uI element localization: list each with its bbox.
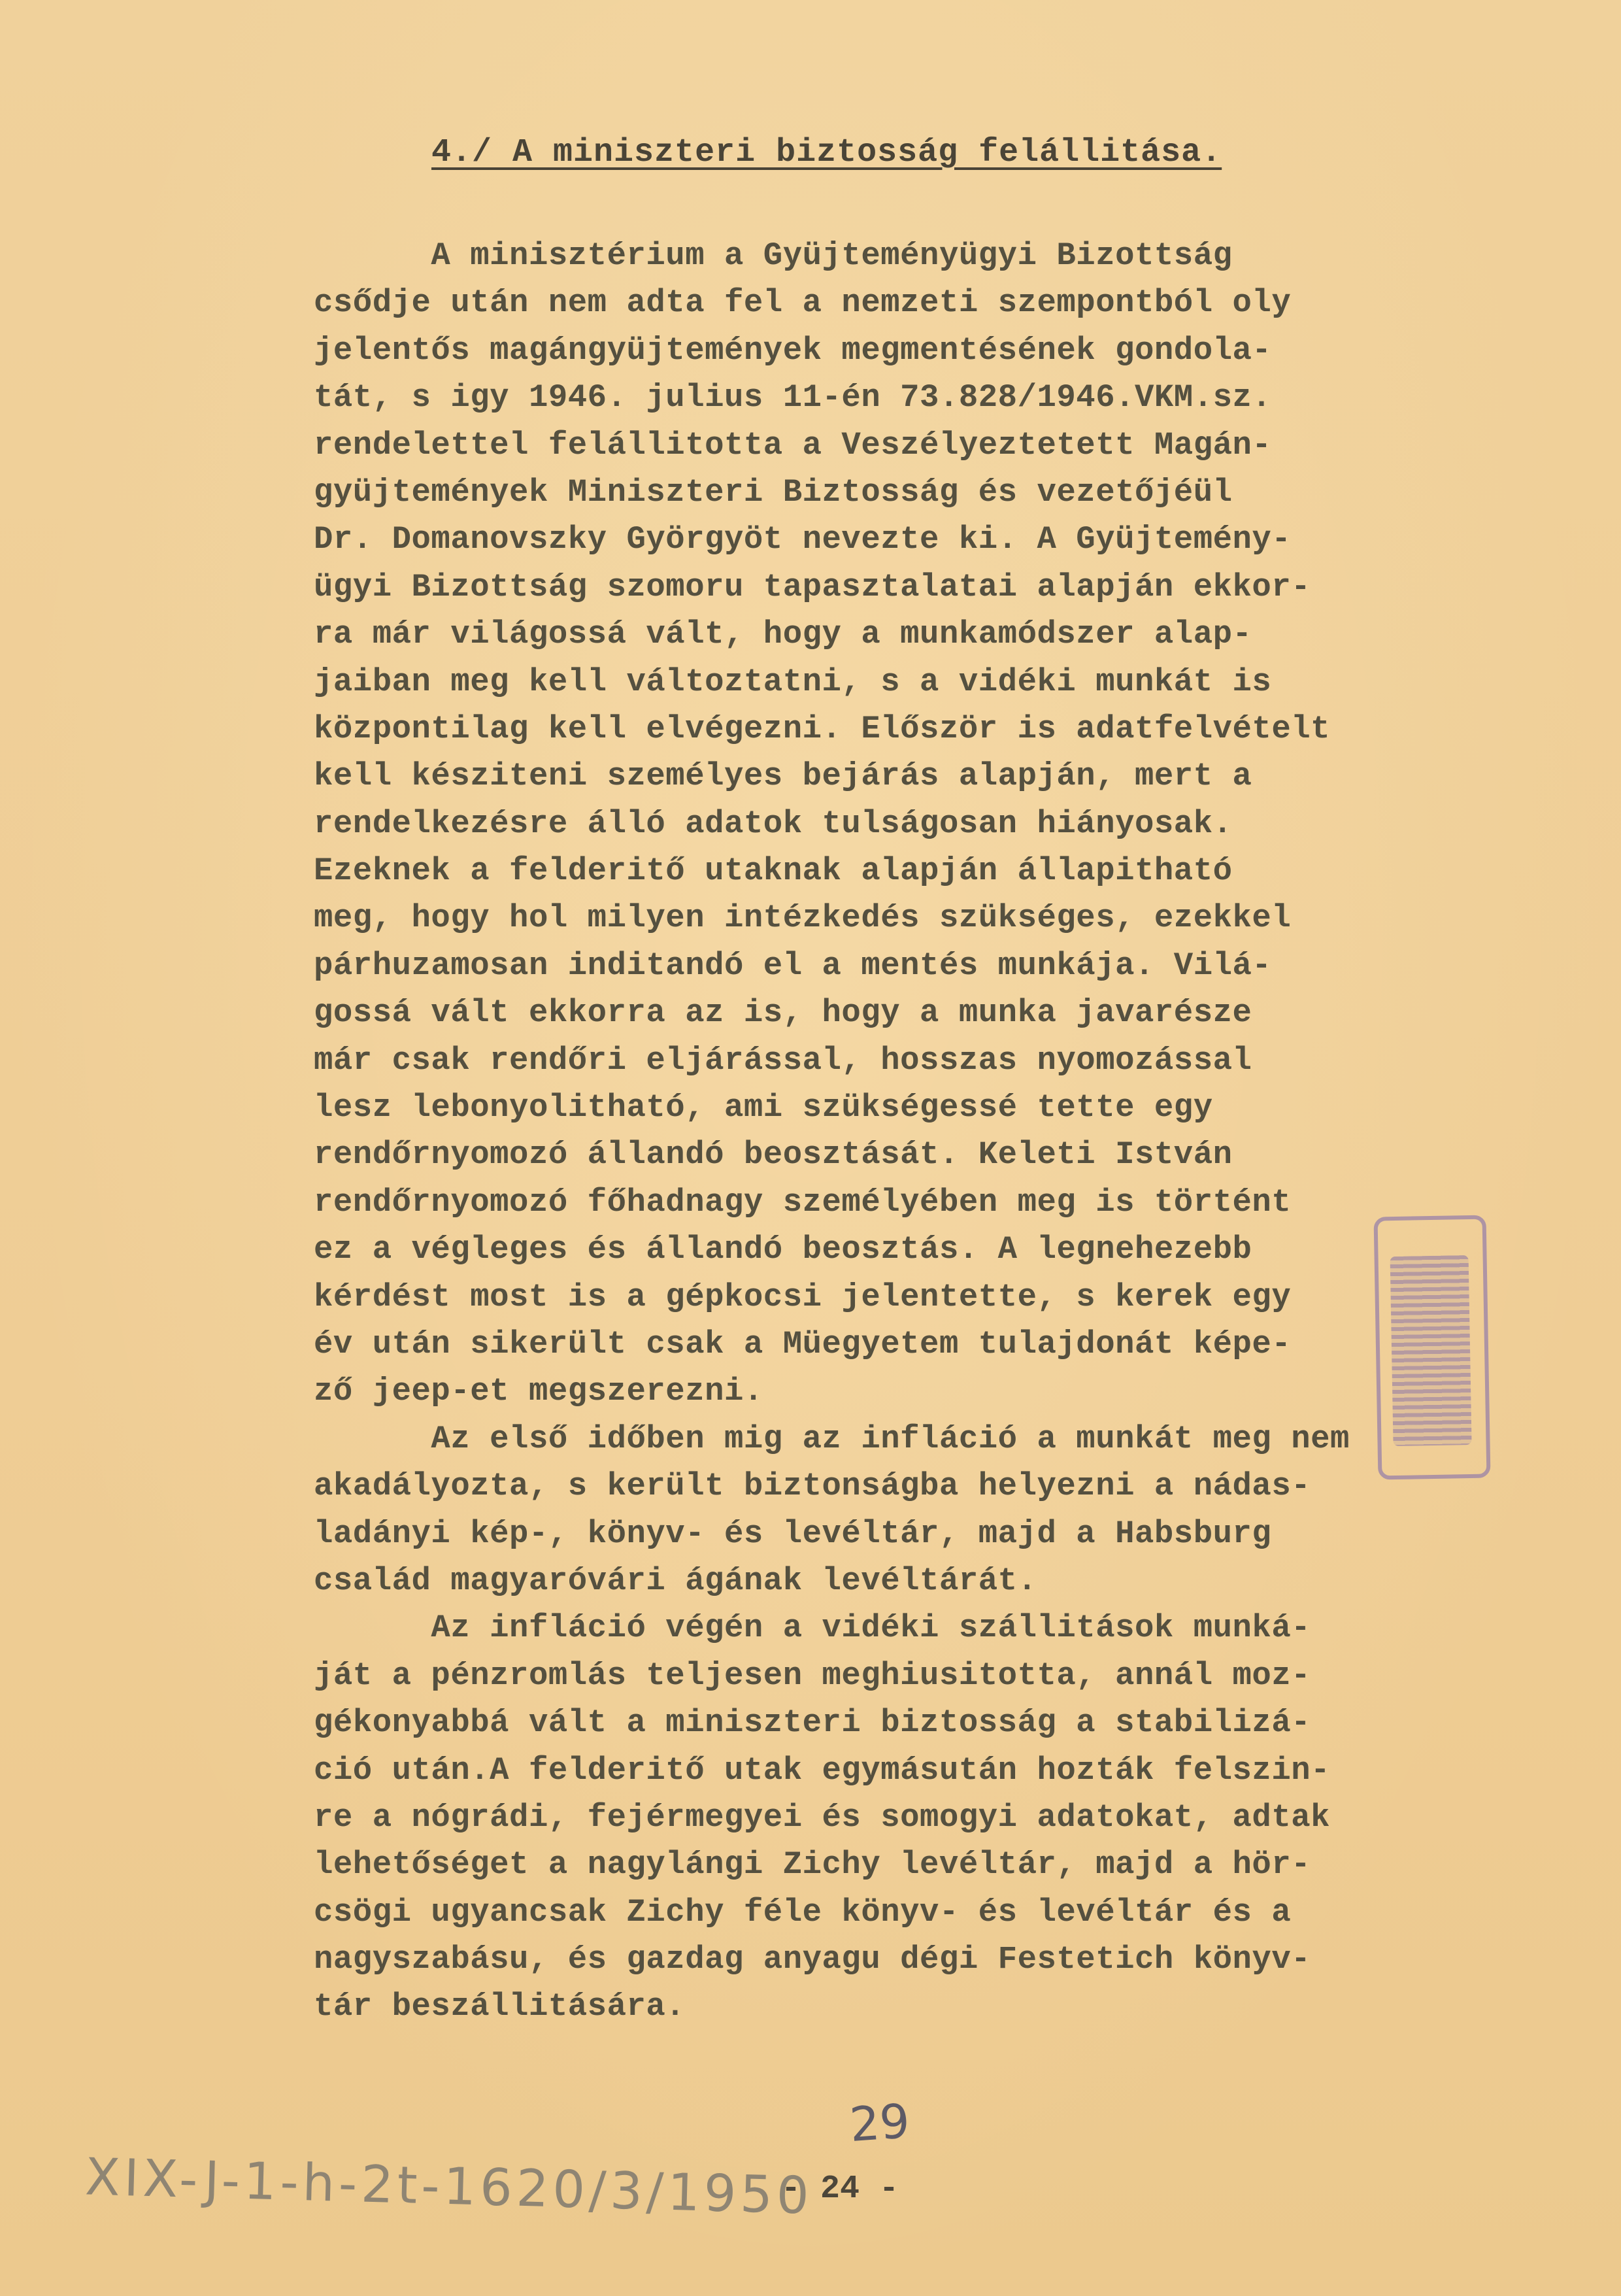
page-number: - 24 - [781, 2170, 899, 2208]
text-line: jaiban meg kell változtatni, s a vidéki munkát is [314, 663, 1272, 700]
text-line: tár beszállitására. [314, 1988, 686, 2025]
archive-reference: XIX-J-1-h-2t-1620/3/1950 [84, 2148, 814, 2226]
text-line: Az első időben mig az infláció a munkát meg nem [314, 1420, 1350, 1457]
text-line: nagyszabásu, és gazdag anyagu dégi Festetich könyv- [314, 1941, 1311, 1978]
text-line: ez a végleges és állandó beosztás. A legnehezebb [314, 1231, 1252, 1268]
text-line: csődje után nem adta fel a nemzeti szempontból oly [314, 284, 1292, 322]
text-line: ügyi Bizottság szomoru tapasztalatai alapján ekkor- [314, 568, 1311, 605]
text-line: család magyaróvári ágának levéltárát. [314, 1562, 1037, 1599]
stamp-ink [1390, 1255, 1472, 1446]
text-line: már csak rendőri eljárással, hosszas nyomozással [314, 1041, 1252, 1079]
text-line: akadályozta, s került biztonságba helyezni a nádas- [314, 1468, 1311, 1505]
text-line: év után sikerült csak a Müegyetem tulajdonát képe- [314, 1325, 1292, 1362]
text-line: kell késziteni személyes bejárás alapján, mert a [314, 758, 1252, 795]
text-line: lesz lebonyolitható, ami szükségessé tette egy [314, 1089, 1213, 1126]
text-line: ladányi kép-, könyv- és levéltár, majd a Habsburg [314, 1515, 1272, 1552]
text-line: lehetőséget a nagylángi Zichy levéltár, majd a hör- [314, 1846, 1311, 1883]
text-line: gékonyabbá vált a miniszteri biztosság a stabilizá- [314, 1704, 1311, 1742]
section-heading: 4./ A miniszteri biztosság felállitása. [431, 134, 1222, 171]
text-line: Dr. Domanovszky Györgyöt nevezte ki. A Gyüjtemény- [314, 521, 1292, 558]
text-line: jelentős magángyüjtemények megmentésének gondola- [314, 331, 1272, 369]
text-line: gossá vált ekkorra az is, hogy a munka javarésze [314, 994, 1252, 1032]
text-line: meg, hogy hol milyen intézkedés szükséges, ezekkel [314, 900, 1292, 937]
text-line: rendőrnyomozó állandó beosztását. Keleti István [314, 1136, 1233, 1173]
text-line: Az infláció végén a vidéki szállitások munká- [314, 1610, 1311, 1647]
text-line: Ezeknek a felderitő utaknak alapján állapitható [314, 853, 1233, 890]
text-line: ző jeep-et megszerezni. [314, 1373, 763, 1410]
text-line: re a nógrádi, fejérmegyei és somogyi adatokat, adtak [314, 1798, 1331, 1836]
text-line: ció után.A felderitő utak egymásután hozták felszin- [314, 1751, 1331, 1789]
text-line: központilag kell elvégezni. Először is adatfelvételt [314, 710, 1331, 747]
archive-stamp [1374, 1215, 1491, 1480]
text-line: ra már világossá vált, hogy a munkamódszer alap- [314, 616, 1252, 653]
text-line: kérdést most is a gépkocsi jelentette, s kerek egy [314, 1278, 1292, 1315]
text-line: párhuzamosan inditandó el a mentés munkája. Vilá- [314, 947, 1272, 984]
text-line: rendelettel felállitotta a Veszélyeztetett Magán- [314, 426, 1272, 464]
text-line: tát, s igy 1946. julius 11-én 73.828/1946.VKM.sz. [314, 379, 1272, 416]
text-line: rendőrnyomozó főhadnagy személyében meg is történt [314, 1183, 1292, 1221]
text-line: csögi ugyancsak Zichy féle könyv- és levéltár és a [314, 1893, 1292, 1931]
body-text [314, 232, 1386, 2031]
text-line: ját a pénzromlás teljesen meghiusitotta, annál moz- [314, 1657, 1311, 1694]
text-line: A minisztérium a Gyüjteményügyi Bizottság [314, 237, 1233, 274]
text-line: rendelkezésre álló adatok tulságosan hiányosak. [314, 805, 1233, 842]
handwritten-page-number: 29 [848, 2093, 912, 2153]
text-line: gyüjtemények Miniszteri Biztosság és vezetőjéül [314, 473, 1233, 511]
